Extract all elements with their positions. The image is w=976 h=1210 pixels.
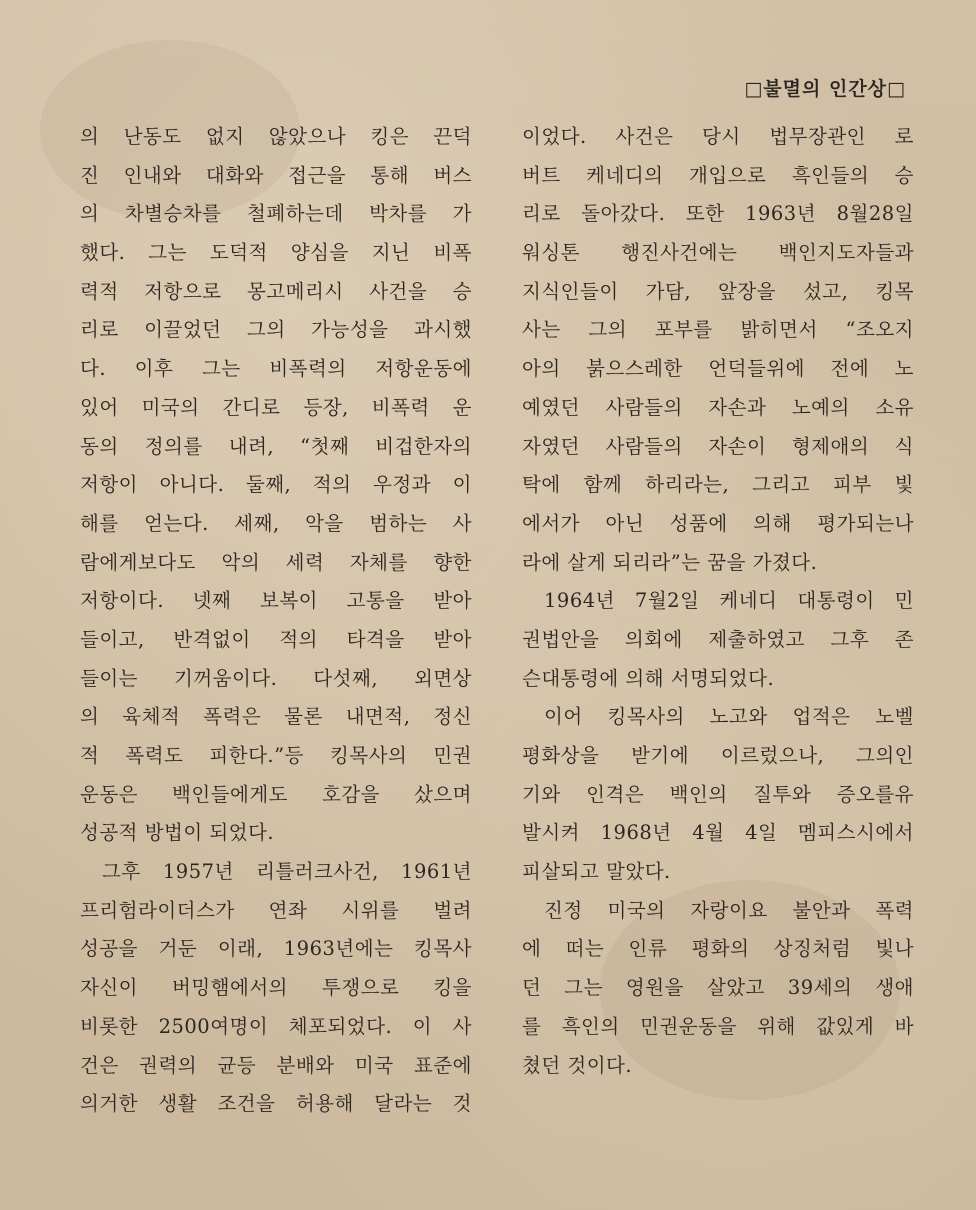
text-line: 해를 얻는다. 세째, 악을 범하는 사 (80, 511, 472, 535)
text-line: 했다. 그는 도덕적 양심을 지닌 비폭 (80, 241, 472, 265)
text-line: 슨대통령에 의해 서명되었다. (522, 666, 775, 690)
text-line: 권법안을 의회에 제출하였고 그후 존 (522, 627, 914, 651)
text-line: 적 폭력도 피한다.”등 킹목사의 민권 (80, 744, 472, 767)
text-line: 저항이 아니다. 둘째, 적의 우정과 이 (80, 473, 472, 497)
text-line: 지식인들이 가담, 앞장을 섰고, 킹목 (522, 279, 914, 303)
text-line: 자였던 사람들의 자손이 형제애의 식 (522, 434, 914, 458)
text-line: 비롯한 2500여명이 체포되었다. 이 사 (80, 1014, 472, 1038)
text-line: 발시켜 1968년 4월 4일 멤피스시에서 (522, 821, 914, 845)
text-line: 의 육체적 폭력은 물론 내면적, 정신 (80, 705, 472, 729)
text-line: 의 난동도 없지 않았으나 킹은 끈덕 (80, 125, 472, 148)
text-line: 성공을 거둔 이래, 1963년에는 킹목사 (80, 937, 472, 961)
text-line: 이었다. 사건은 당시 법무장관인 로 (522, 125, 914, 148)
right-text-column (522, 118, 914, 1085)
text-line: 진 인내와 대화와 접근을 통해 버스 (80, 163, 472, 187)
text-line: 기와 인격은 백인의 질투와 증오를유 (522, 782, 914, 806)
text-line: 프리험라이더스가 연좌 시위를 벌려 (80, 898, 472, 922)
text-line: 자신이 버밍햄에서의 투쟁으로 킹을 (80, 976, 472, 1000)
text-line: 예였던 사람들의 자손과 노예의 소유 (522, 395, 914, 419)
text-line: 에서가 아닌 성품에 의해 평가되는나 (522, 511, 914, 535)
text-line: 평화상을 받기에 이르렀으나, 그의인 (522, 744, 914, 767)
text-line: 라에 살게 되리라”는 꿈을 가졌다. (522, 550, 818, 574)
text-line: 에 떠는 인류 평화의 상징처럼 빛나 (522, 937, 914, 961)
text-line: 들이고, 반격없이 적의 타격을 받아 (80, 627, 472, 651)
text-line: 그후 1957년 리틀러크사건, 1961년 (102, 860, 472, 884)
text-line: 람에게보다도 악의 세력 자체를 향한 (80, 550, 472, 574)
text-line: 진정 미국의 자랑이요 불안과 폭력 (544, 898, 914, 922)
text-line: 성공적 방법이 되었다. (80, 821, 275, 845)
text-line: 워싱톤 행진사건에는 백인지도자들과 (522, 241, 914, 265)
text-line: 의거한 생활 조건을 허용해 달라는 것 (80, 1092, 472, 1116)
text-line: 를 흑인의 민권운동을 위해 값있게 바 (522, 1014, 914, 1038)
left-text-column (80, 118, 472, 1124)
text-line: 들이는 기꺼움이다. 다섯째, 외면상 (80, 666, 472, 690)
text-line: 피살되고 말았다. (522, 860, 671, 884)
text-line: 던 그는 영원을 살았고 39세의 생애 (522, 976, 914, 1000)
text-line: 1964년 7월2일 케네디 대통령이 민 (544, 589, 914, 613)
text-line: 저항이다. 넷째 보복이 고통을 받아 (80, 589, 472, 613)
text-line: 리로 이끌었던 그의 가능성을 과시했 (80, 318, 472, 342)
text-line: 리로 돌아갔다. 또한 1963년 8월28일 (522, 202, 914, 226)
text-line: 다. 이후 그는 비폭력의 저항운동에 (80, 357, 472, 381)
text-line: 버트 케네디의 개입으로 흑인들의 승 (522, 163, 914, 187)
text-line: 사는 그의 포부를 밝히면서 “조오지 (522, 318, 914, 342)
text-line: 의 차별승차를 철폐하는데 박차를 가 (80, 202, 472, 226)
page-header: □불멸의 인간상□ (744, 78, 906, 100)
text-line: 건은 권력의 균등 분배와 미국 표준에 (80, 1053, 472, 1077)
text-line: 탁에 함께 하리라는, 그리고 피부 빛 (522, 473, 914, 497)
text-line: 운동은 백인들에게도 호감을 샀으며 (80, 782, 472, 806)
text-line: 동의 정의를 내려, “첫째 비겁한자의 (80, 434, 472, 458)
text-line: 있어 미국의 간디로 등장, 비폭력 운 (80, 395, 472, 419)
text-line: 아의 붉으스레한 언덕들위에 전에 노 (522, 357, 914, 381)
text-line: 이어 킹목사의 노고와 업적은 노벨 (544, 705, 914, 729)
text-line: 쳤던 것이다. (522, 1053, 633, 1077)
text-line: 력적 저항으로 몽고메리시 사건을 승 (80, 279, 472, 303)
